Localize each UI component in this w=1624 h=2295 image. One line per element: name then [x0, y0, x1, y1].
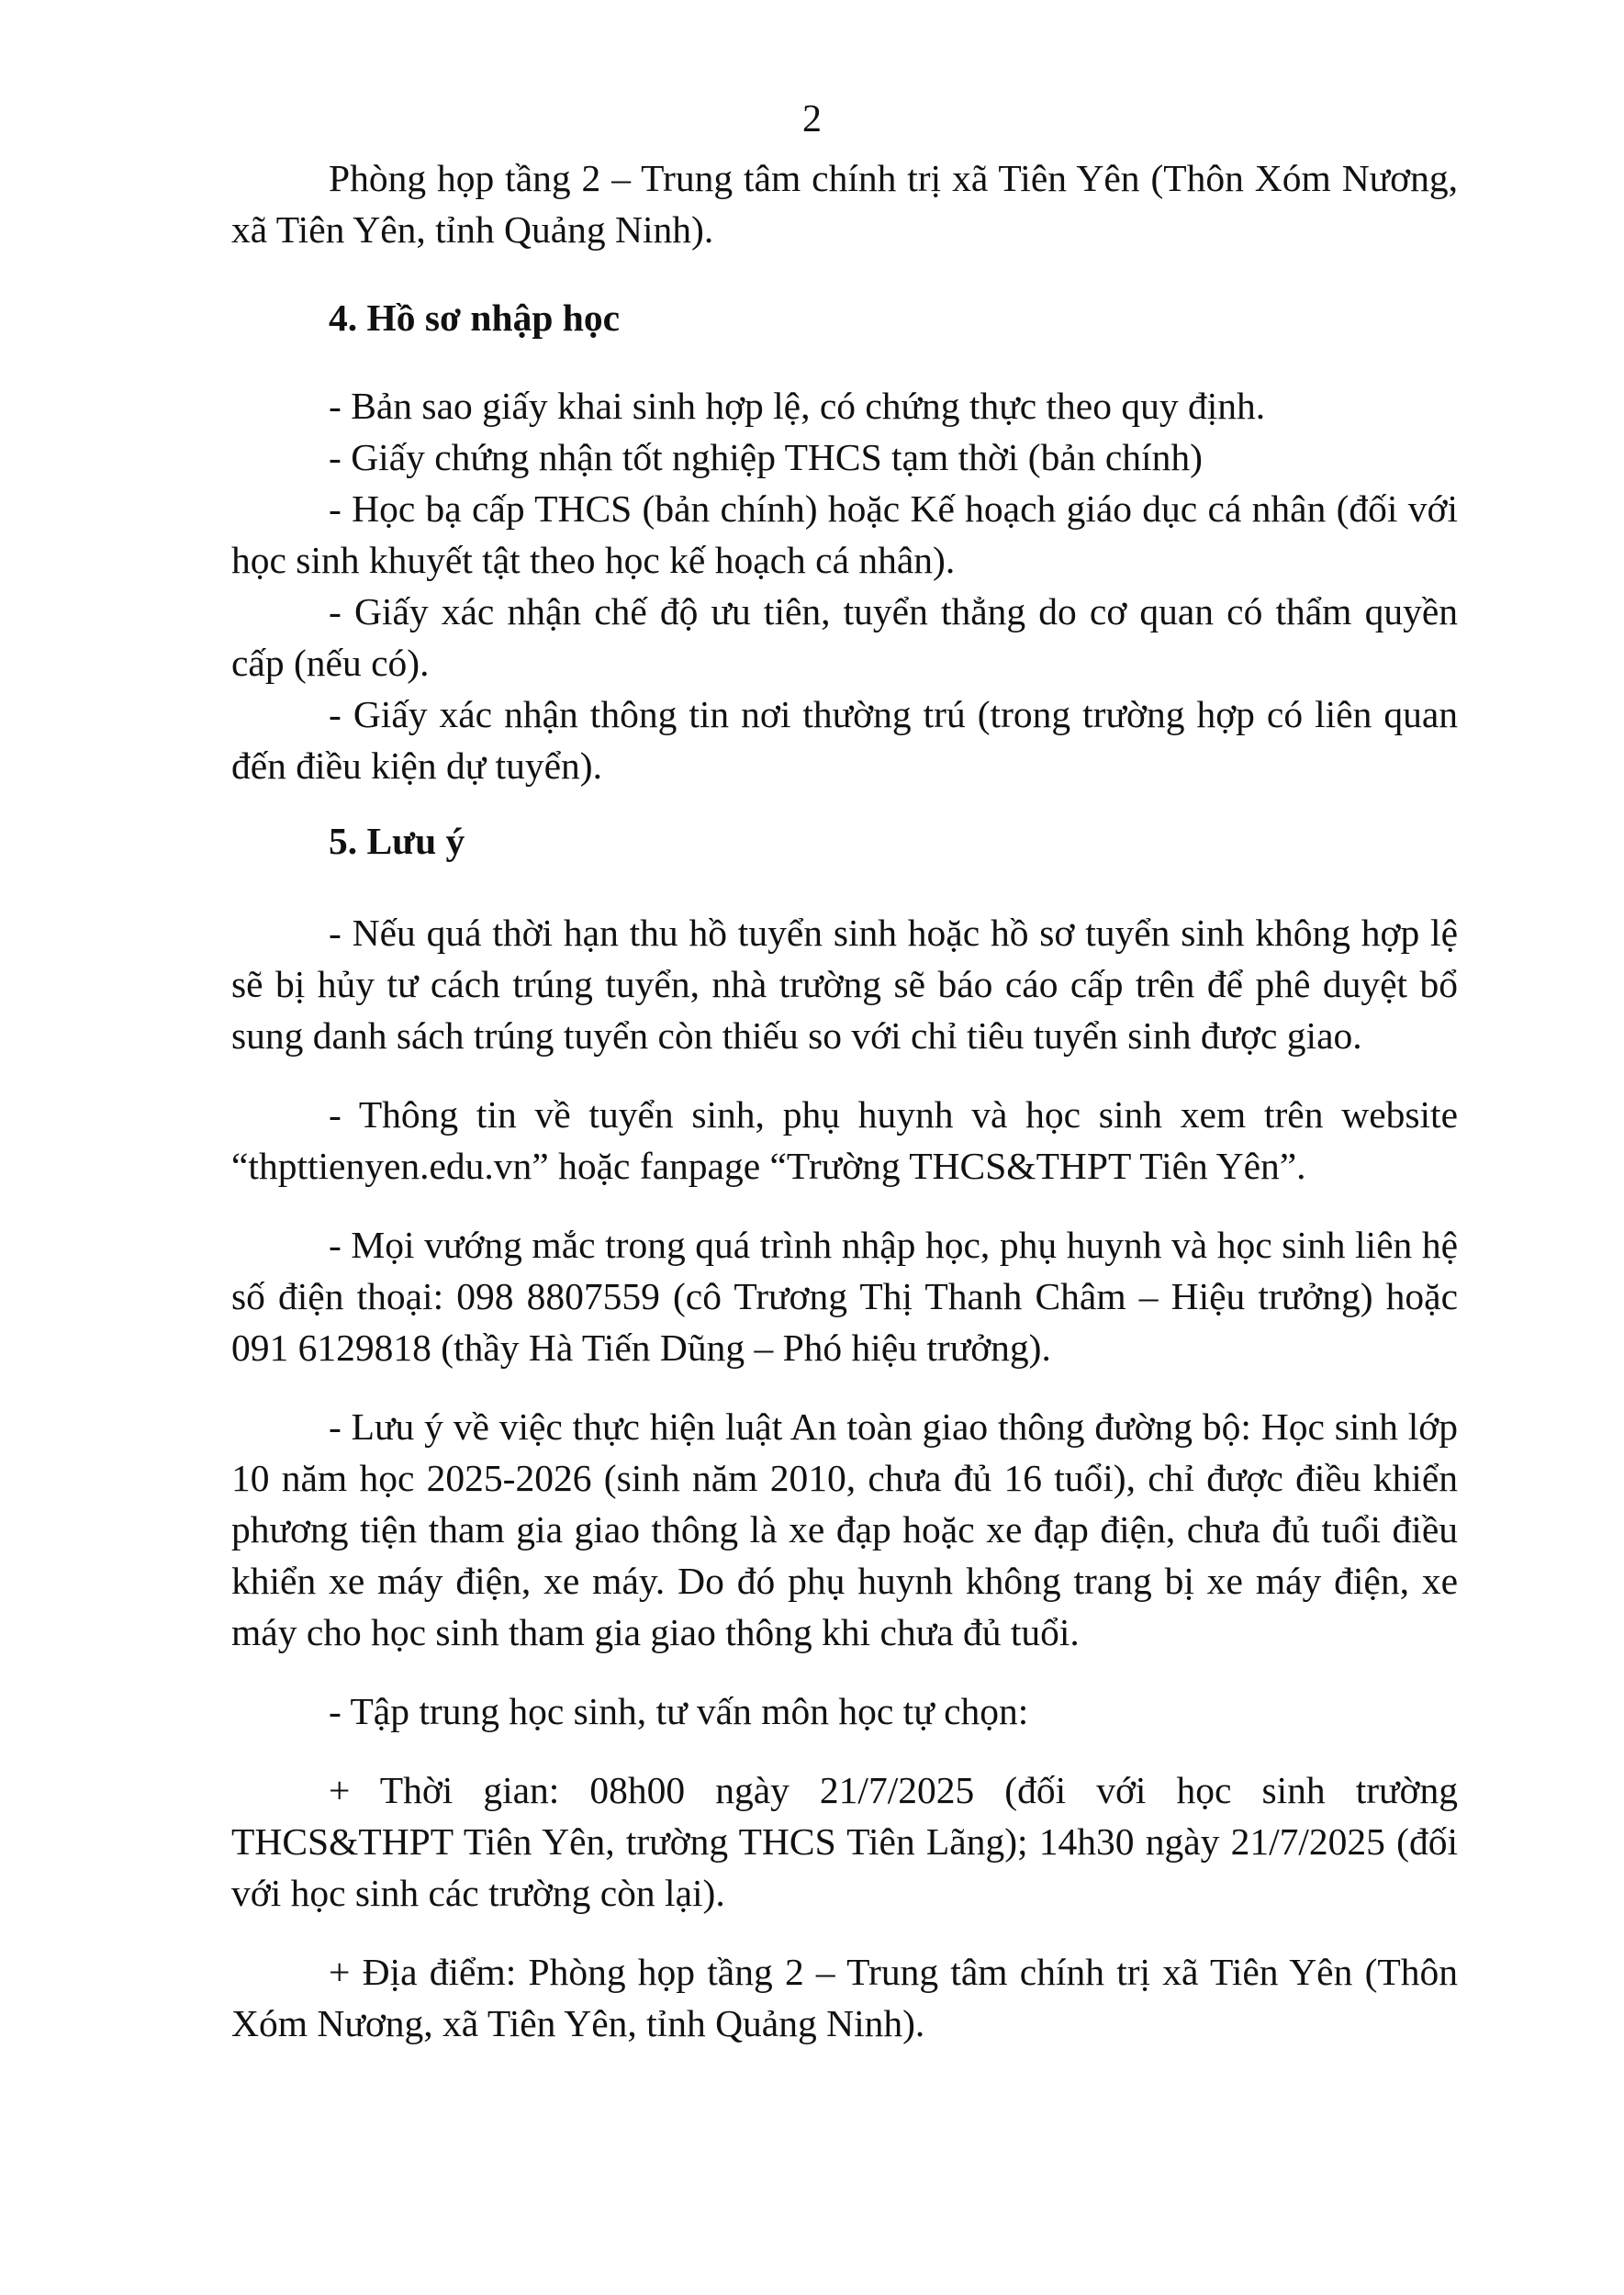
section-4-item-residence-confirmation: - Giấy xác nhận thông tin nơi thường trú (trong trường hợp có liên quan đến điều kiện dự tuyển).	[231, 693, 1458, 787]
document-body	[231, 152, 1458, 2049]
section-5-item-contact: - Mọi vướng mắc trong quá trình nhập học, phụ huynh và học sinh liên hệ số điện thoại: 098 8807559 (cô Trương Thị Thanh Châm – Hiệu trưởng) hoặc 091 6129818 (thầy Hà Tiến Dũng – Phó hiệu trưởng).	[231, 1224, 1458, 1369]
section-5-item-gathering: - Tập trung học sinh, tư vấn môn học tự chọn:	[329, 1690, 1029, 1732]
intro-venue-paragraph: Phòng họp tầng 2 – Trung tâm chính trị xã Tiên Yên (Thôn Xóm Nương, xã Tiên Yên, tỉnh Quảng Ninh).	[231, 157, 1458, 251]
section-5-item-website: - Thông tin về tuyển sinh, phụ huynh và học sinh xem trên website “thpttienyen.edu.vn” hoặc fanpage “Trường THCS&THPT Tiên Yên”.	[231, 1093, 1458, 1187]
section-4-item-priority-confirmation: - Giấy xác nhận chế độ ưu tiên, tuyển thẳng do cơ quan có thẩm quyền cấp (nếu có).	[231, 590, 1458, 684]
section-5-item-time: + Thời gian: 08h00 ngày 21/7/2025 (đối với học sinh trường THCS&THPT Tiên Yên, trường THCS Tiên Lãng); 14h30 ngày 21/7/2025 (đối với học sinh các trường còn lại).	[231, 1769, 1458, 1914]
section-4-heading: 4. Hồ sơ nhập học	[329, 297, 621, 339]
section-5-item-location: + Địa điểm: Phòng họp tầng 2 – Trung tâm chính trị xã Tiên Yên (Thôn Xóm Nương, xã Tiên Yên, tỉnh Quảng Ninh).	[231, 1951, 1458, 2044]
section-4-item-birth-certificate: - Bản sao giấy khai sinh hợp lệ, có chứng thực theo quy định.	[329, 385, 1266, 427]
page-number: 2	[802, 98, 822, 140]
section-4-item-transcript: - Học bạ cấp THCS (bản chính) hoặc Kế hoạch giáo dục cá nhân (đối với học sinh khuyết tật theo học kế hoạch cá nhân).	[231, 487, 1458, 581]
section-4-item-graduation-certificate: - Giấy chứng nhận tốt nghiệp THCS tạm thời (bản chính)	[329, 436, 1203, 478]
section-5-item-traffic-law: - Lưu ý về việc thực hiện luật An toàn giao thông đường bộ: Học sinh lớp 10 năm học 2025-2026 (sinh năm 2010, chưa đủ 16 tuổi), chỉ được điều khiển phương tiện tham gia giao thông là xe đạp hoặc xe đạp điện, chưa đủ tuổi điều khiển xe máy điện, xe máy. Do đó phụ huynh không trang bị xe máy điện, xe máy cho học sinh tham gia giao thông khi chưa đủ tuổi.	[231, 1405, 1458, 1653]
section-5-heading: 5. Lưu ý	[329, 820, 465, 862]
section-5-item-deadline: - Nếu quá thời hạn thu hồ tuyển sinh hoặc hồ sơ tuyển sinh không hợp lệ sẽ bị hủy tư cách trúng tuyển, nhà trường sẽ báo cáo cấp trên để phê duyệt bổ sung danh sách trúng tuyển còn thiếu so với chỉ tiêu tuyển sinh được giao.	[231, 912, 1458, 1057]
